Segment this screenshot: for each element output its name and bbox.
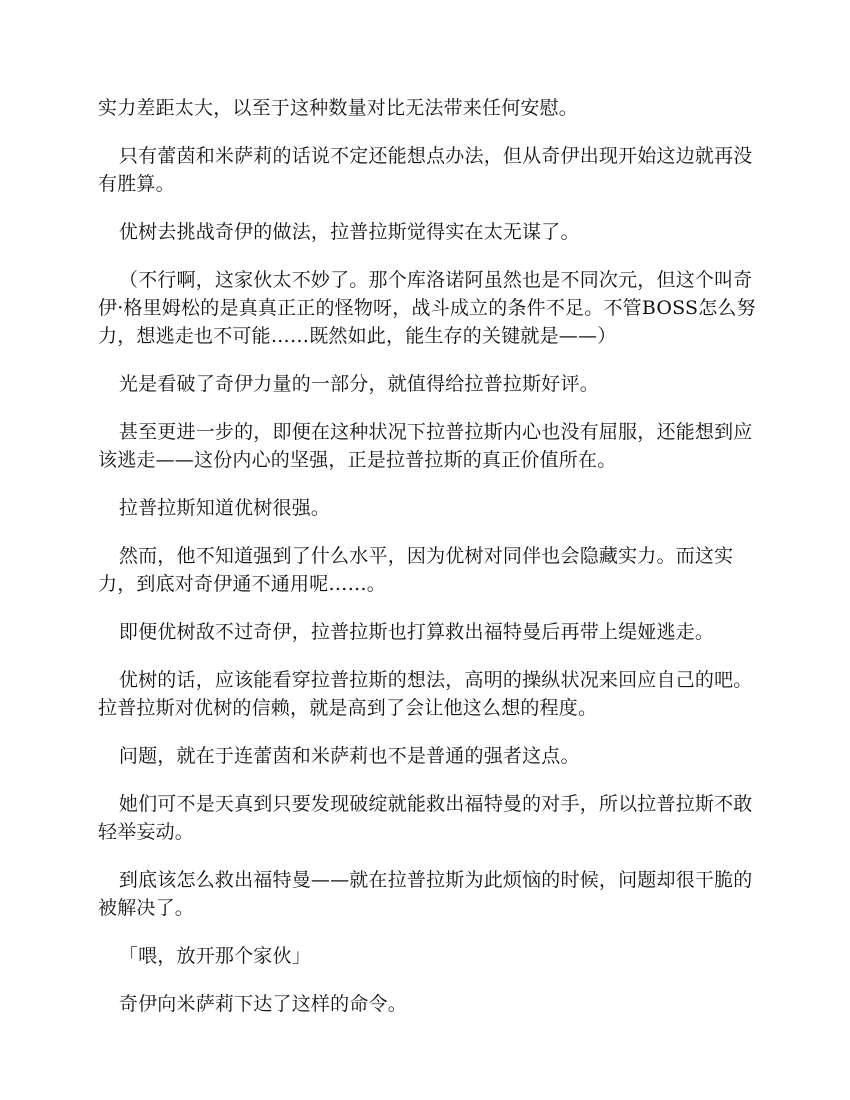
paragraph-4: （不行啊，这家伙太不妙了。那个库洛诺阿虽然也是不同次元，但这个叫奇伊·格里姆松的是真真正正的怪物呀，战斗成立的条件不足。不管BOSS怎么努力，想逃走也不可能……既然如此，能生存的关键就是——） [98,269,756,347]
paragraph-7: 拉普拉斯知道优树很强。 [118,497,331,519]
paragraph-14: 「喂，放开那个家伙」 [118,945,311,967]
document-page [98,94,758,1038]
paragraph-5: 光是看破了奇伊力量的一部分，就值得给拉普拉斯好评。 [118,373,599,395]
paragraph-12: 她们可不是天真到只要发现破绽就能救出福特曼的对手，所以拉普拉斯不敢轻举妄动。 [98,793,753,843]
paragraph-9: 即便优树敌不过奇伊，拉普拉斯也打算救出福特曼后再带上缇娅逃走。 [118,621,715,643]
paragraph-8: 然而，他不知道强到了什么水平，因为优树对同伴也会隐藏实力。而这实力，到底对奇伊通不通用呢……。 [98,545,734,595]
paragraph-3: 优树去挑战奇伊的做法，拉普拉斯觉得实在太无谋了。 [118,221,580,243]
paragraph-13: 到底该怎么救出福特曼——就在拉普拉斯为此烦恼的时候，问题却很干脆的被解决了。 [98,869,753,919]
paragraph-10: 优树的话，应该能看穿拉普拉斯的想法，高明的操纵状况来回应自己的吧。拉普拉斯对优树的信赖，就是高到了会让他这么想的程度。 [98,669,753,719]
paragraph-1: 实力差距太大，以至于这种数量对比无法带来任何安慰。 [98,97,579,119]
paragraph-6: 甚至更进一步的，即便在这种状况下拉普拉斯内心也没有屈服，还能想到应该逃走——这份内心的坚强，正是拉普拉斯的真正价值所在。 [98,421,753,471]
paragraph-11: 问题，就在于连蕾茵和米萨莉也不是普通的强者这点。 [118,745,580,767]
paragraph-2: 只有蕾茵和米萨莉的话说不定还能想点办法，但从奇伊出现开始这边就再没有胜算。 [98,145,753,195]
paragraph-15: 奇伊向米萨莉下达了这样的命令。 [118,993,407,1015]
